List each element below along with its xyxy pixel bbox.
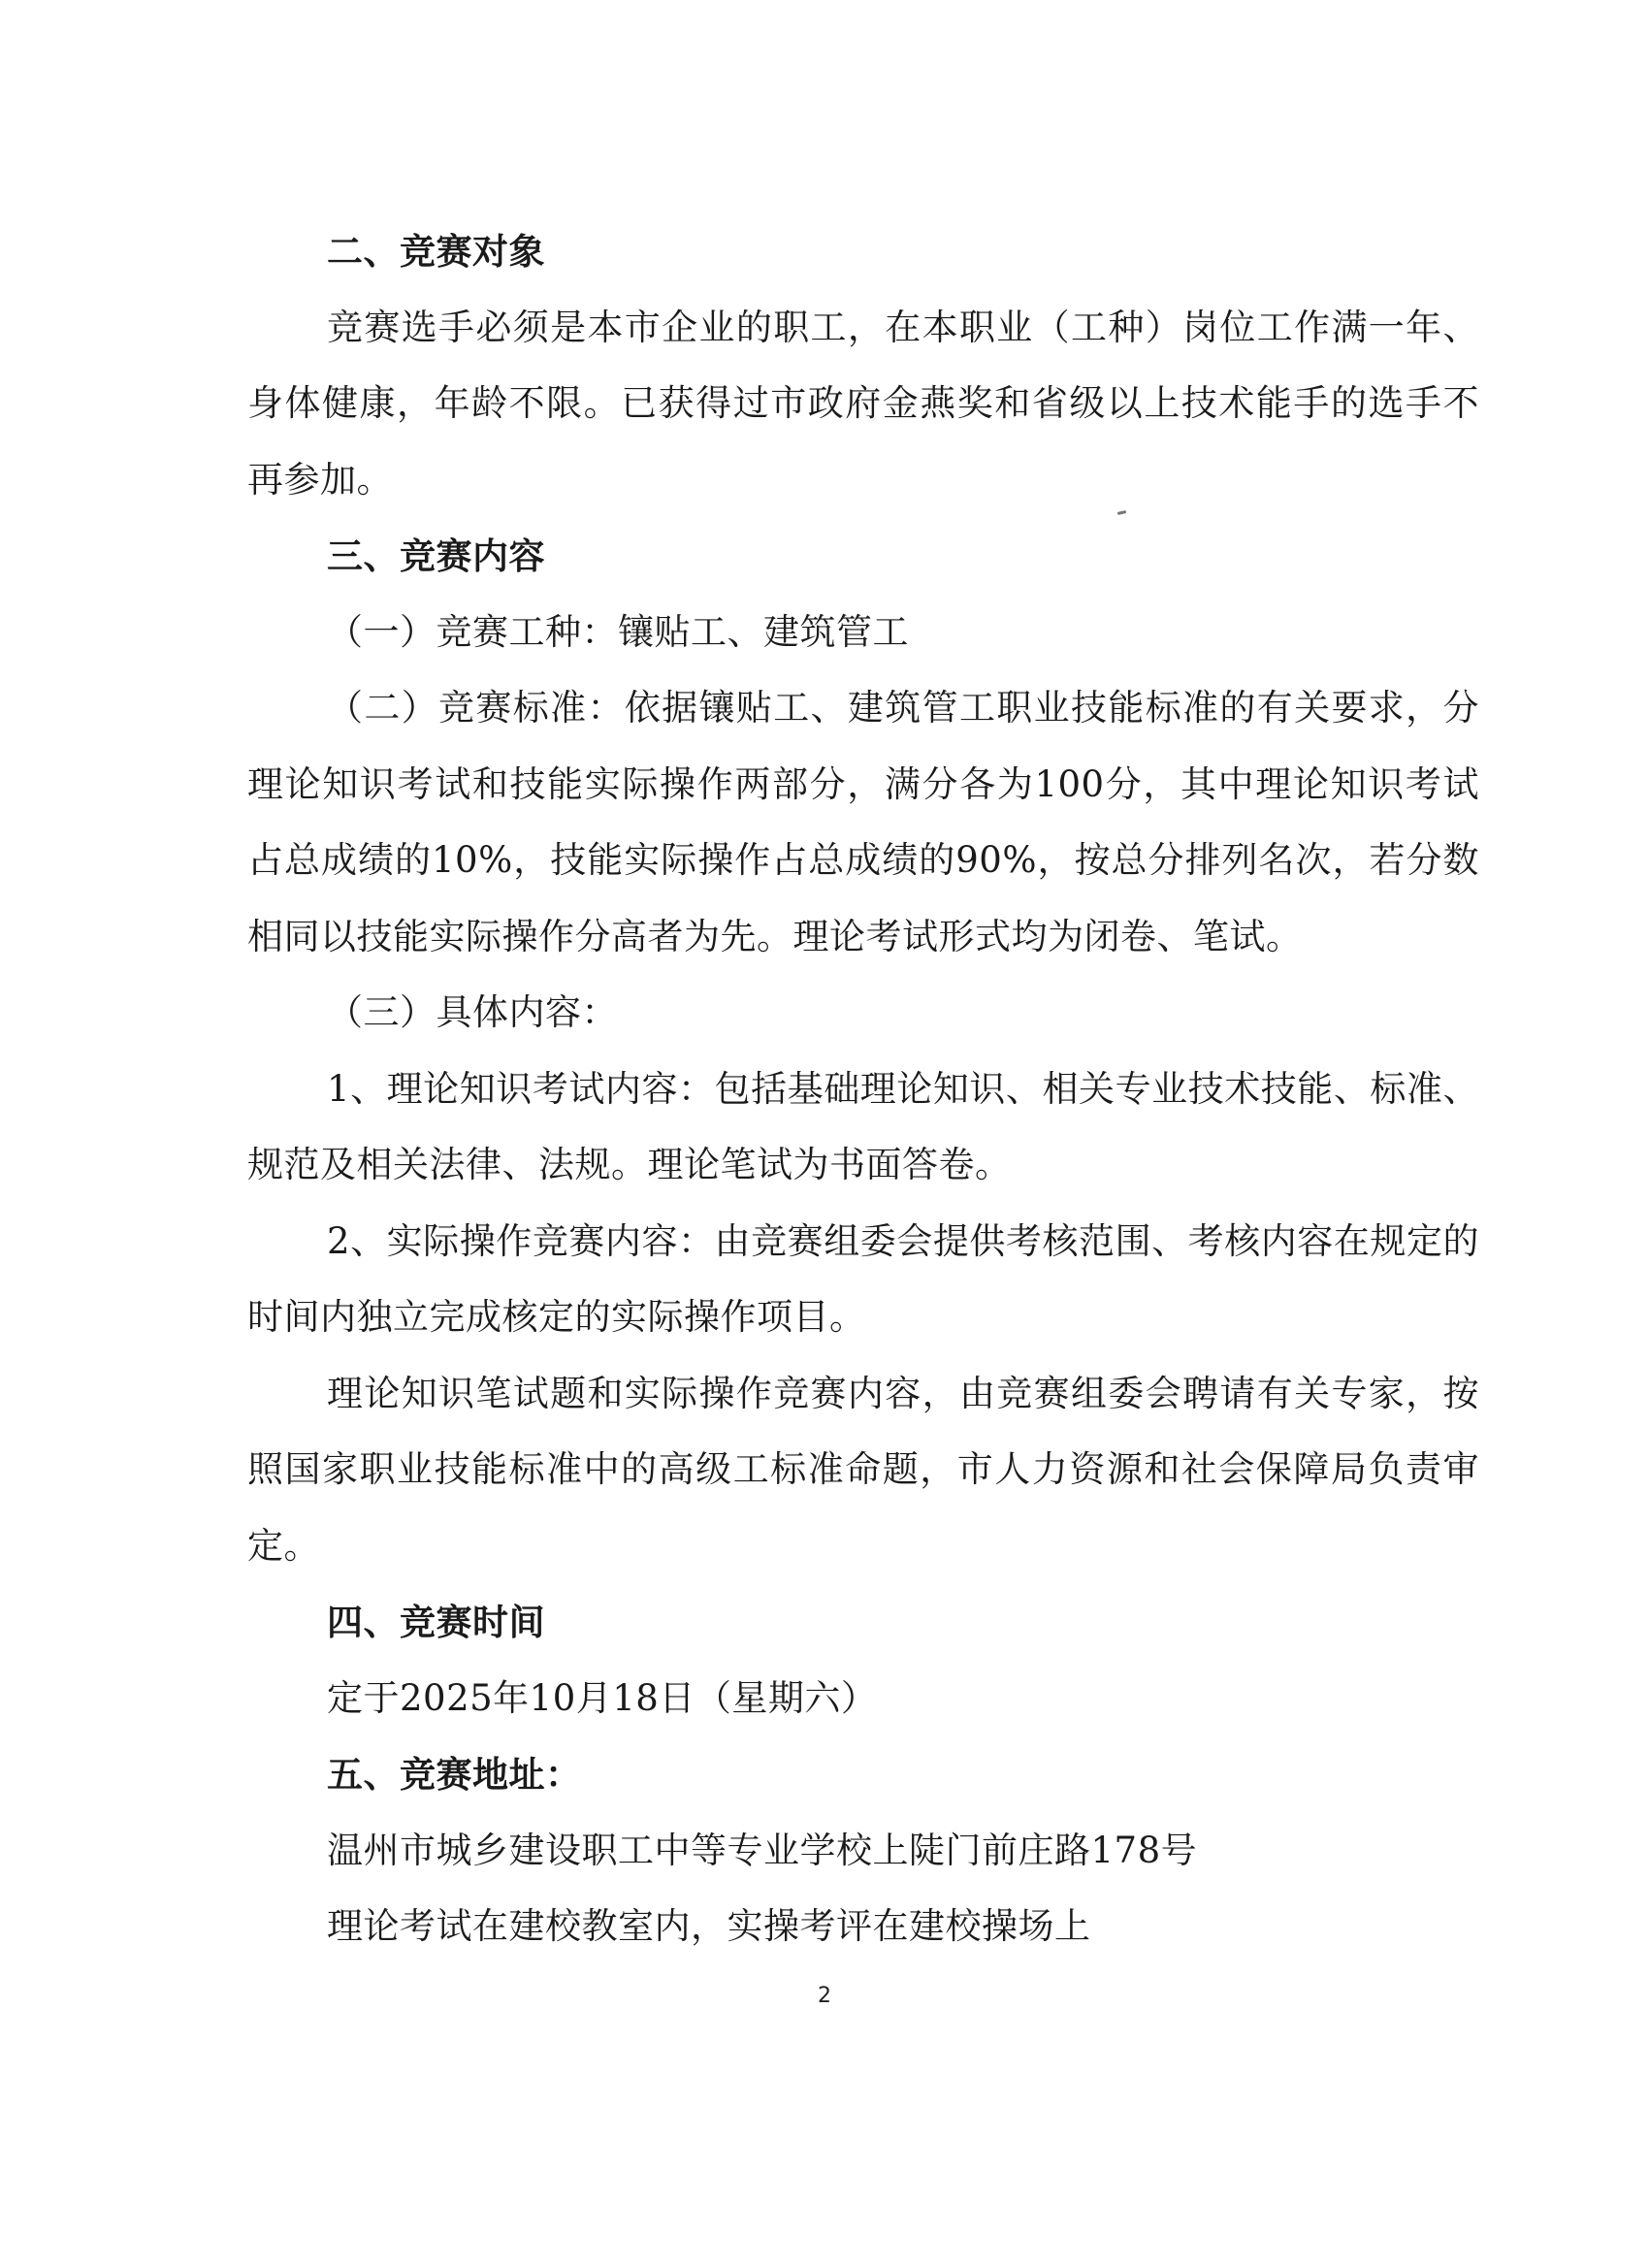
address-paragraph: 温州市城乡建设职工中等专业学校上陡门前庄路178号 — [327, 1829, 1198, 1871]
exam-setting-paragraph: 理论知识笔试题和实际操作竞赛内容，由竞赛组委会聘请有关专家，按照国家职业技能标准中的高级工标准命题，市人力资源和社会保障局负责审定。 — [247, 1372, 1479, 1567]
time-paragraph: 定于2025年10月18日（星期六） — [327, 1676, 878, 1719]
theory-exam-paragraph: 1、理论知识考试内容：包括基础理论知识、相关专业技术技能、标准、规范及相关法律、法规。理论笔试为书面答卷。 — [247, 1067, 1479, 1185]
practical-exam-paragraph: 2、实际操作竞赛内容：由竞赛组委会提供考核范围、考核内容在规定的时间内独立完成核定的实际操作项目。 — [247, 1219, 1479, 1338]
section-heading-content: 三、竞赛内容 — [327, 535, 545, 577]
venue-paragraph: 理论考试在建校教室内，实操考评在建校操场上 — [327, 1905, 1091, 1947]
document-body — [247, 213, 1479, 1965]
participants-paragraph: 竞赛选手必须是本市企业的职工，在本职业（工种）岗位工作满一年、身体健康，年龄不限。已获得过市政府金燕奖和省级以上技术能手的选手不再参加。 — [247, 306, 1479, 501]
content-standard-paragraph: （二）竞赛标准：依据镶贴工、建筑管工职业技能标准的有关要求，分理论知识考试和技能实际操作两部分，满分各为100分，其中理论知识考试占总成绩的10%，技能实际操作占总成绩的90%，按总分排列名次，若分数相同以技能实际操作分高者为先。理论考试形式均为闭卷、笔试。 — [247, 687, 1479, 957]
section-heading-time: 四、竞赛时间 — [327, 1601, 545, 1643]
content-details-label: （三）具体内容： — [327, 991, 618, 1033]
page-number: 2 — [818, 1984, 831, 2008]
content-trades-paragraph: （一）竞赛工种：镶贴工、建筑管工 — [327, 610, 909, 653]
section-heading-participants: 二、竞赛对象 — [327, 230, 545, 273]
section-heading-address: 五、竞赛地址： — [327, 1753, 582, 1796]
